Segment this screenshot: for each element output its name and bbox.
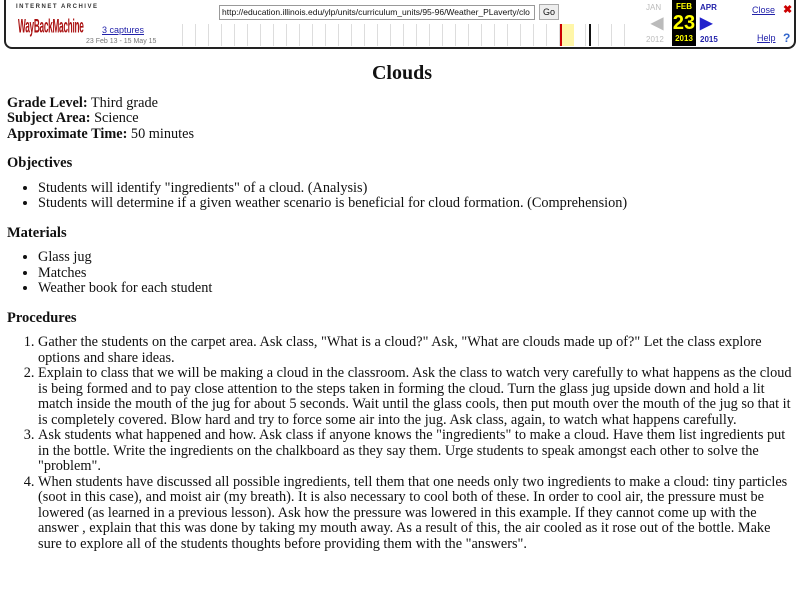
next-arrow-icon[interactable]: ▶ <box>700 15 713 32</box>
current-day: 23 <box>672 12 696 34</box>
url-input[interactable]: http://education.illinois.edu/ylp/units/curriculum_units/95-96/Weather_PLaverty/clo <box>219 5 535 20</box>
list-item: • Students will identify "ingredients" of a cloud. (Analysis) <box>38 181 797 197</box>
meta-label: Approximate Time: <box>7 125 128 142</box>
list-item: • Glass jug <box>38 250 797 266</box>
list-item: • Students will determine if a given weather scenario is beneficial for cloud formation. (Comprehension) <box>38 196 797 212</box>
list-item: • Matches <box>38 266 797 282</box>
list-item: 4. When students have discussed all possible ingredients, tell them that one needs only two ingredients to make a cloud: tiny particles (soot in this case), and moist air (my breath). It is also necessary to cool both of these. In order to cool air, the pressure must be lowered (as learned in a previous lesson). Ask how the pressure was lowered in this example. If they cannot come up with the answer , explain that this was done by taking my mouth away. As a result of this, the air cooled as it rose out of the bottle. Make sure to explore all of the students thoughts before providing them with the "answers". <box>38 475 797 553</box>
procedures-list <box>7 335 797 552</box>
current-capture-marker <box>560 24 562 46</box>
page-title: Clouds <box>371 62 433 84</box>
wayback-logo[interactable]: WayBackMachine <box>18 15 84 38</box>
go-button[interactable]: Go <box>539 4 559 20</box>
list-item: 1. Gather the students on the carpet area. Ask class, "What is a cloud?" Ask, "What are clouds made up of?" Let the class explore options and share ideas. <box>38 335 797 366</box>
close-link[interactable]: Close <box>752 5 776 15</box>
next-month-link[interactable]: APR <box>700 3 717 12</box>
objectives-heading: Objectives <box>7 155 73 171</box>
list-item: 3. Ask students what happened and how. Ask class if anyone knows the "ingredients" to make a cloud. Have them list ingredients put in the bottle. Write the ingredients on the chalkboard as they say them. Urge students to speak amongst each other to solve the "problem". <box>38 428 797 475</box>
meta-value: 50 minutes <box>127 125 195 142</box>
capture-date-range: 23 Feb 13 - 15 May 15 <box>86 38 157 45</box>
next-year-link[interactable]: 2015 <box>700 35 718 44</box>
list-item: 2. Explain to class that we will be making a cloud in the classroom. Ask the class to watch very carefully to what happens as the cloud is being formed and to pay close attention to the steps taken in forming the cloud. Turn the glass jug upside down and hold a lit match inside the mouth of the jug for about 5 seconds. Wait until the glass cools, then put mouth over the mouth of the jug so that it is completely covered. Blow hard and try to force some air into the jug. Ask class, again, to watch what happens carefully. <box>38 366 797 428</box>
subject-area <box>7 111 797 127</box>
grade-level <box>7 96 797 112</box>
help-link[interactable]: Help <box>757 33 776 43</box>
meta-label: Grade Level: <box>7 94 88 111</box>
logo-caption: INTERNET ARCHIVE <box>16 4 99 10</box>
materials-list <box>7 250 797 297</box>
current-date <box>672 0 696 46</box>
current-year: 2013 <box>675 34 693 43</box>
meta-value: Science <box>90 110 139 126</box>
meta-value: Third grade <box>87 94 159 111</box>
materials-heading: Materials <box>7 224 67 241</box>
approximate-time <box>7 127 797 143</box>
captures-link[interactable]: 3 captures <box>102 25 145 35</box>
close-icon[interactable]: ✖ <box>783 4 793 16</box>
prev-arrow-icon: ◀ <box>651 15 664 32</box>
list-item: • Weather book for each student <box>38 281 797 297</box>
objectives-list <box>7 181 797 212</box>
help-icon[interactable]: ? <box>783 31 791 45</box>
current-year-highlight <box>562 24 574 46</box>
procedures-heading: Procedures <box>7 309 77 326</box>
prev-month: JAN <box>646 3 662 12</box>
meta-label: Subject Area: <box>7 110 91 126</box>
capture-timeline[interactable] <box>170 24 626 46</box>
prev-year: 2012 <box>646 35 664 44</box>
current-month: FEB <box>676 2 692 11</box>
capture-marker[interactable] <box>589 24 591 46</box>
wayback-toolbar <box>4 0 796 49</box>
lesson-document <box>7 62 797 552</box>
